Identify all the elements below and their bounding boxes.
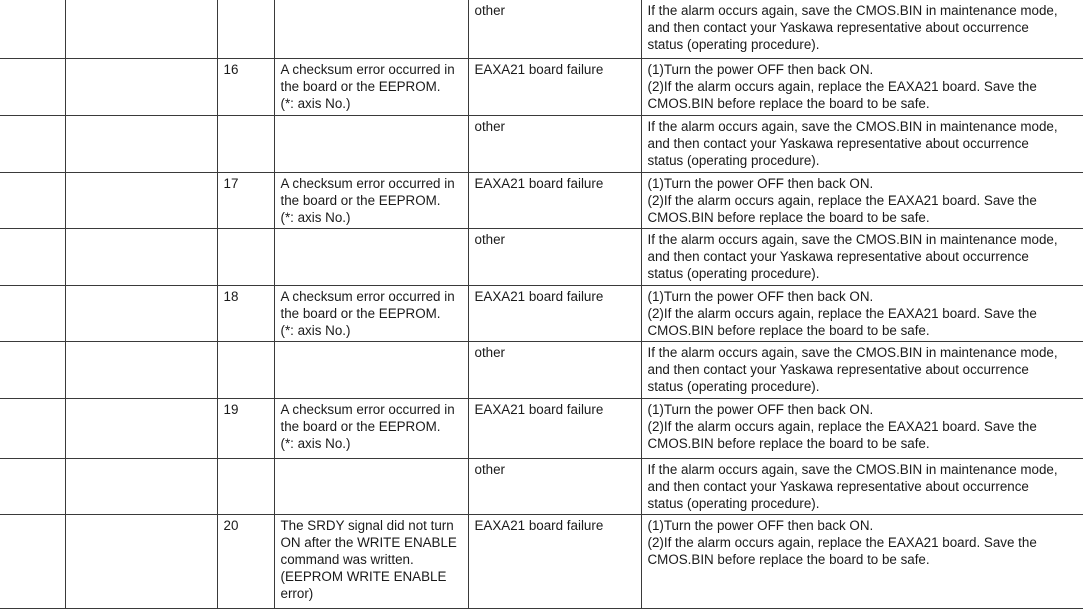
remedy-cell bbox=[641, 0, 1083, 58]
alarm-number-cell bbox=[0, 285, 65, 341]
remedy-cell-line: CMOS.BIN before replace the board to be safe. bbox=[647, 95, 930, 111]
remedy-cell bbox=[641, 514, 1083, 608]
cause-cell-line: ON after the WRITE ENABLE bbox=[280, 534, 457, 550]
table-row bbox=[0, 514, 1083, 608]
remedy-cell-line: (1)Turn the power OFF then back ON. bbox=[647, 401, 874, 417]
remedy-cell bbox=[641, 341, 1083, 398]
alarm-name-cell bbox=[65, 172, 217, 228]
cause-cell-line: error) bbox=[280, 585, 314, 601]
cause-cell bbox=[274, 172, 468, 228]
check-item-cell: EAXA21 board failure bbox=[468, 398, 641, 458]
cause-cell-line: the board or the EEPROM. bbox=[280, 78, 441, 94]
alarm-name-cell bbox=[65, 341, 217, 398]
remedy-cell-line: status (operating procedure). bbox=[647, 378, 820, 394]
cause-cell-line: (*: axis No.) bbox=[280, 95, 351, 111]
sub-code-cell: 19 bbox=[217, 398, 274, 458]
remedy-cell bbox=[641, 115, 1083, 172]
table-row bbox=[0, 285, 1083, 341]
remedy-cell bbox=[641, 172, 1083, 228]
cause-cell bbox=[274, 341, 468, 398]
remedy-cell-line: status (operating procedure). bbox=[647, 495, 820, 511]
table-row bbox=[0, 115, 1083, 172]
check-item-cell: EAXA21 board failure bbox=[468, 285, 641, 341]
check-item-cell: other bbox=[468, 115, 641, 172]
alarm-name-cell bbox=[65, 458, 217, 514]
remedy-cell-line: and then contact your Yaskawa representative about occurrence bbox=[647, 361, 1029, 377]
alarm-number-cell bbox=[0, 172, 65, 228]
remedy-cell-line: If the alarm occurs again, save the CMOS.BIN in maintenance mode, bbox=[647, 118, 1058, 134]
cause-cell-line: the board or the EEPROM. bbox=[280, 305, 441, 321]
remedy-cell bbox=[641, 228, 1083, 285]
remedy-cell-line: (2)If the alarm occurs again, replace the EAXA21 board. Save the bbox=[647, 78, 1037, 94]
remedy-cell-line: and then contact your Yaskawa representative about occurrence bbox=[647, 135, 1029, 151]
remedy-cell-line: and then contact your Yaskawa representative about occurrence bbox=[647, 248, 1029, 264]
remedy-cell-line: If the alarm occurs again, save the CMOS.BIN in maintenance mode, bbox=[647, 231, 1058, 247]
alarm-number-cell bbox=[0, 514, 65, 608]
alarm-name-cell bbox=[65, 514, 217, 608]
remedy-cell-line: (2)If the alarm occurs again, replace the EAXA21 board. Save the bbox=[647, 418, 1037, 434]
table-row bbox=[0, 228, 1083, 285]
sub-code-cell bbox=[217, 0, 274, 58]
remedy-cell-line: CMOS.BIN before replace the board to be safe. bbox=[647, 209, 930, 225]
check-item-cell: other bbox=[468, 341, 641, 398]
cause-cell-line: the board or the EEPROM. bbox=[280, 192, 441, 208]
cause-cell-line: (*: axis No.) bbox=[280, 209, 351, 225]
cause-cell bbox=[274, 228, 468, 285]
remedy-cell bbox=[641, 285, 1083, 341]
remedy-cell-line: and then contact your Yaskawa representative about occurrence bbox=[647, 478, 1029, 494]
remedy-cell-line: status (operating procedure). bbox=[647, 152, 820, 168]
remedy-cell-line: (1)Turn the power OFF then back ON. bbox=[647, 288, 874, 304]
sub-code-cell: 16 bbox=[217, 58, 274, 115]
sub-code-cell bbox=[217, 228, 274, 285]
cause-cell bbox=[274, 285, 468, 341]
cause-cell-line: the board or the EEPROM. bbox=[280, 418, 441, 434]
alarm-name-cell bbox=[65, 398, 217, 458]
cause-cell bbox=[274, 0, 468, 58]
remedy-cell-line: (2)If the alarm occurs again, replace the EAXA21 board. Save the bbox=[647, 305, 1037, 321]
sub-code-cell: 18 bbox=[217, 285, 274, 341]
cause-cell-line: A checksum error occurred in bbox=[280, 288, 455, 304]
remedy-cell bbox=[641, 58, 1083, 115]
remedy-cell-line: CMOS.BIN before replace the board to be safe. bbox=[647, 551, 930, 567]
cause-cell bbox=[274, 398, 468, 458]
remedy-cell-line: If the alarm occurs again, save the CMOS.BIN in maintenance mode, bbox=[647, 344, 1058, 360]
remedy-cell-line: status (operating procedure). bbox=[647, 37, 820, 52]
cause-cell-line: The SRDY signal did not turn bbox=[280, 517, 454, 533]
remedy-cell-line: (1)Turn the power OFF then back ON. bbox=[647, 61, 874, 77]
alarm-number-cell bbox=[0, 341, 65, 398]
sub-code-cell: 20 bbox=[217, 514, 274, 608]
cause-cell bbox=[274, 514, 468, 608]
alarm-name-cell bbox=[65, 115, 217, 172]
table-row bbox=[0, 341, 1083, 398]
table-row bbox=[0, 398, 1083, 458]
table-row bbox=[0, 172, 1083, 228]
remedy-cell bbox=[641, 458, 1083, 514]
remedy-cell-line: status (operating procedure). bbox=[647, 265, 820, 281]
remedy-cell bbox=[641, 398, 1083, 458]
remedy-cell-line: If the alarm occurs again, save the CMOS.BIN in maintenance mode, bbox=[647, 3, 1058, 18]
sub-code-cell bbox=[217, 458, 274, 514]
table-row bbox=[0, 0, 1083, 58]
check-item-cell: EAXA21 board failure bbox=[468, 58, 641, 115]
cause-cell-line: A checksum error occurred in bbox=[280, 401, 455, 417]
sub-code-cell bbox=[217, 115, 274, 172]
remedy-cell-line: (2)If the alarm occurs again, replace the EAXA21 board. Save the bbox=[647, 192, 1037, 208]
cause-cell-line: A checksum error occurred in bbox=[280, 61, 455, 77]
remedy-cell-line: CMOS.BIN before replace the board to be safe. bbox=[647, 435, 930, 451]
sub-code-cell: 17 bbox=[217, 172, 274, 228]
remedy-cell-line: and then contact your Yaskawa representative about occurrence bbox=[647, 20, 1029, 35]
cause-cell-line: A checksum error occurred in bbox=[280, 175, 455, 191]
cause-cell-line: (*: axis No.) bbox=[280, 322, 351, 338]
alarm-name-cell bbox=[65, 285, 217, 341]
alarm-number-cell bbox=[0, 115, 65, 172]
sub-code-cell bbox=[217, 341, 274, 398]
cause-cell-line: command was written. bbox=[280, 551, 414, 567]
alarm-number-cell bbox=[0, 58, 65, 115]
check-item-cell: other bbox=[468, 0, 641, 58]
alarm-number-cell bbox=[0, 0, 65, 58]
alarm-name-cell bbox=[65, 0, 217, 58]
alarm-name-cell bbox=[65, 58, 217, 115]
cause-cell bbox=[274, 58, 468, 115]
cause-cell-line: (EEPROM WRITE ENABLE bbox=[280, 568, 447, 584]
remedy-cell-line: (2)If the alarm occurs again, replace the EAXA21 board. Save the bbox=[647, 534, 1037, 550]
table-row bbox=[0, 458, 1083, 514]
remedy-cell-line: CMOS.BIN before replace the board to be safe. bbox=[647, 322, 930, 338]
remedy-cell-line: If the alarm occurs again, save the CMOS.BIN in maintenance mode, bbox=[647, 461, 1058, 477]
remedy-cell-line: (1)Turn the power OFF then back ON. bbox=[647, 517, 874, 533]
check-item-cell: other bbox=[468, 228, 641, 285]
alarm-name-cell bbox=[65, 228, 217, 285]
table-row bbox=[0, 58, 1083, 115]
cause-cell bbox=[274, 115, 468, 172]
alarm-number-cell bbox=[0, 458, 65, 514]
cause-cell-line: (*: axis No.) bbox=[280, 435, 351, 451]
alarm-number-cell bbox=[0, 398, 65, 458]
cause-cell bbox=[274, 458, 468, 514]
check-item-cell: EAXA21 board failure bbox=[468, 172, 641, 228]
alarm-number-cell bbox=[0, 228, 65, 285]
check-item-cell: EAXA21 board failure bbox=[468, 514, 641, 608]
check-item-cell: other bbox=[468, 458, 641, 514]
remedy-cell-line: (1)Turn the power OFF then back ON. bbox=[647, 175, 874, 191]
